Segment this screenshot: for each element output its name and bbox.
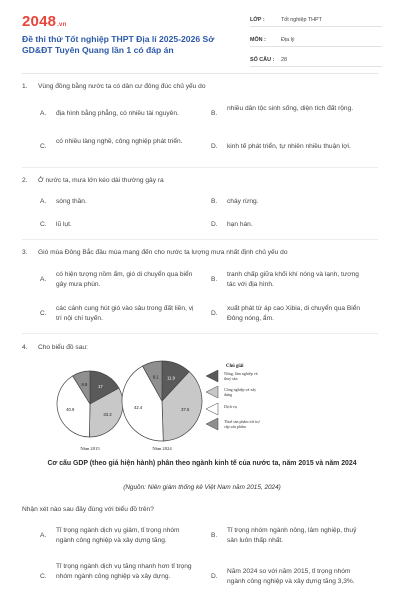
slice-value-label: 33.3 bbox=[103, 412, 112, 418]
option-text: có hiện tượng nồm ẩm, gió di chuyển qua biển gây mưa phùn. bbox=[56, 271, 193, 288]
slice-value-label: 42.4 bbox=[134, 405, 143, 411]
option-letter: D. bbox=[211, 143, 218, 150]
chart-legend bbox=[206, 364, 260, 430]
option-text: Tỉ trọng nhóm ngành nông, lâm nghiệp, thuỷ sản luôn thấp nhất. bbox=[227, 527, 357, 544]
info-value: Tốt nghiệp THPT bbox=[281, 16, 322, 23]
question-divider bbox=[22, 167, 378, 168]
pie-group bbox=[57, 361, 202, 451]
question-text: Vùng đồng bằng nước ta có dân cư đông đúc chủ yếu do bbox=[38, 83, 206, 90]
question-text: Cho biểu đồ sau: bbox=[38, 344, 88, 351]
option-text: nhiều dân tộc sinh sống, diện tích đất rộng. bbox=[227, 105, 354, 112]
option-text: địa hình bằng phẳng, có nhiều tài nguyên. bbox=[56, 110, 179, 117]
question-number: 4. bbox=[22, 344, 28, 351]
option-letter: D. bbox=[211, 573, 218, 580]
chart-source: (Nguồn: Niên giám thống kê Việt Nam năm 2015, 2024) bbox=[123, 484, 281, 491]
option-letter: A. bbox=[40, 532, 47, 539]
option-text: sóng thần. bbox=[56, 198, 87, 205]
question-text: Gió mùa Đông Bắc đầu mùa mang đến cho nước ta lượng mưa nhất định chủ yếu do bbox=[38, 249, 288, 256]
slice-value-label: 40.9 bbox=[66, 406, 75, 412]
info-label: LỚP : bbox=[250, 16, 265, 23]
question-text: Nhận xét nào sau đây đúng với biểu đồ trên? bbox=[22, 506, 154, 513]
chart-caption: Cơ cấu GDP (theo giá hiện hành) phân theo ngành kinh tế của nước ta, năm 2015 và năm 2024 bbox=[47, 460, 357, 467]
logo-suffix: .vn bbox=[57, 22, 67, 28]
question-number: 2. bbox=[22, 177, 28, 184]
exam-info-panel bbox=[250, 13, 382, 73]
option-letter: B. bbox=[211, 276, 218, 283]
info-row-class bbox=[250, 13, 382, 27]
option-text: Tỉ trọng ngành dịch vụ tăng nhanh hơn tỉ trọng nhóm ngành công nghiệp và xây dựng. bbox=[56, 563, 192, 580]
gdp-pie-chart bbox=[50, 360, 350, 458]
option-text: các cánh cung hút gió vào sâu trong đất liền, vị trí nội chí tuyến. bbox=[56, 305, 194, 322]
pie-year-label: Năm 2024 bbox=[152, 446, 172, 451]
slice-value-label: 8.1 bbox=[152, 374, 159, 380]
option-letter: C. bbox=[40, 221, 47, 228]
option-letter: D. bbox=[211, 221, 218, 228]
option-text: Tỉ trọng ngành dịch vụ giảm, tỉ trọng nhóm ngành công nghiệp và xây dựng tăng. bbox=[56, 527, 180, 544]
option-text: xuất phát từ áp cao Xibia, di chuyển qua Biển Đông nóng, ẩm. bbox=[227, 305, 361, 322]
legend-label: Dịch vụ bbox=[224, 404, 237, 409]
legend-swatch bbox=[206, 418, 218, 430]
question-divider bbox=[22, 333, 378, 334]
option-text: hạn hán. bbox=[227, 221, 253, 228]
option-letter: C. bbox=[40, 573, 47, 580]
slice-value-label: 11.9 bbox=[167, 375, 175, 381]
site-logo[interactable] bbox=[22, 13, 66, 30]
logo-text: 2048 bbox=[22, 13, 57, 30]
option-letter: B. bbox=[211, 198, 218, 205]
option-letter: B. bbox=[211, 110, 218, 117]
legend-label: Nông, lâm nghiệp và thuỷ sản bbox=[224, 371, 258, 381]
legend-swatch bbox=[206, 386, 218, 398]
question-number: 1. bbox=[22, 83, 28, 90]
option-letter: B. bbox=[211, 532, 218, 539]
option-letter: A. bbox=[40, 198, 47, 205]
info-value: Địa lý bbox=[281, 36, 295, 43]
legend-swatch bbox=[206, 370, 218, 382]
question-divider bbox=[22, 239, 378, 240]
option-letter: C. bbox=[40, 143, 47, 150]
info-label: SỐ CÂU : bbox=[250, 56, 275, 63]
option-letter: D. bbox=[211, 310, 218, 317]
option-text: cháy rừng. bbox=[227, 198, 259, 205]
option-letter: A. bbox=[40, 276, 47, 283]
option-letter: C. bbox=[40, 310, 47, 317]
question-text: Ở nước ta, mưa lớn kéo dài thường gây ra bbox=[38, 177, 164, 184]
option-text: kinh tế phát triển, tự nhiên nhiều thuận lợi. bbox=[227, 143, 351, 150]
info-row-subject bbox=[250, 33, 382, 47]
legend-label: Công nghiệp và xây dựng bbox=[224, 387, 257, 397]
slice-value-label: 37.6 bbox=[181, 407, 190, 413]
option-text: lũ lụt. bbox=[56, 221, 72, 228]
option-text: tranh chấp giữa khối khí nóng và lạnh, tương tác với địa hình. bbox=[227, 271, 359, 288]
option-letter: A. bbox=[40, 110, 47, 117]
option-text: Năm 2024 so với năm 2015, tỉ trọng nhóm ngành công nghiệp và xây dựng tăng 3,3%. bbox=[227, 568, 355, 585]
exam-title: Đề thi thử Tốt nghiệp THPT Địa lí 2025-2026 Sở GD&ĐT Tuyên Quang lần 1 có đáp án bbox=[22, 34, 215, 55]
pie-year-label: Năm 2015 bbox=[80, 446, 100, 451]
slice-value-label: 17 bbox=[98, 383, 103, 389]
info-value: 28 bbox=[281, 56, 287, 63]
question-number: 3. bbox=[22, 249, 28, 256]
legend-title: Chú giải bbox=[226, 364, 244, 369]
legend-swatch bbox=[206, 403, 218, 415]
slice-value-label: 8.8 bbox=[81, 381, 88, 387]
info-row-count bbox=[250, 53, 382, 67]
header-divider bbox=[22, 73, 378, 74]
legend-label: Thuế sản phẩm trừ trợ cấp sản phẩm bbox=[224, 419, 260, 429]
info-label: MÔN : bbox=[250, 36, 266, 43]
option-text: có nhiều làng nghề, công nghiệp phát triển. bbox=[56, 138, 183, 145]
